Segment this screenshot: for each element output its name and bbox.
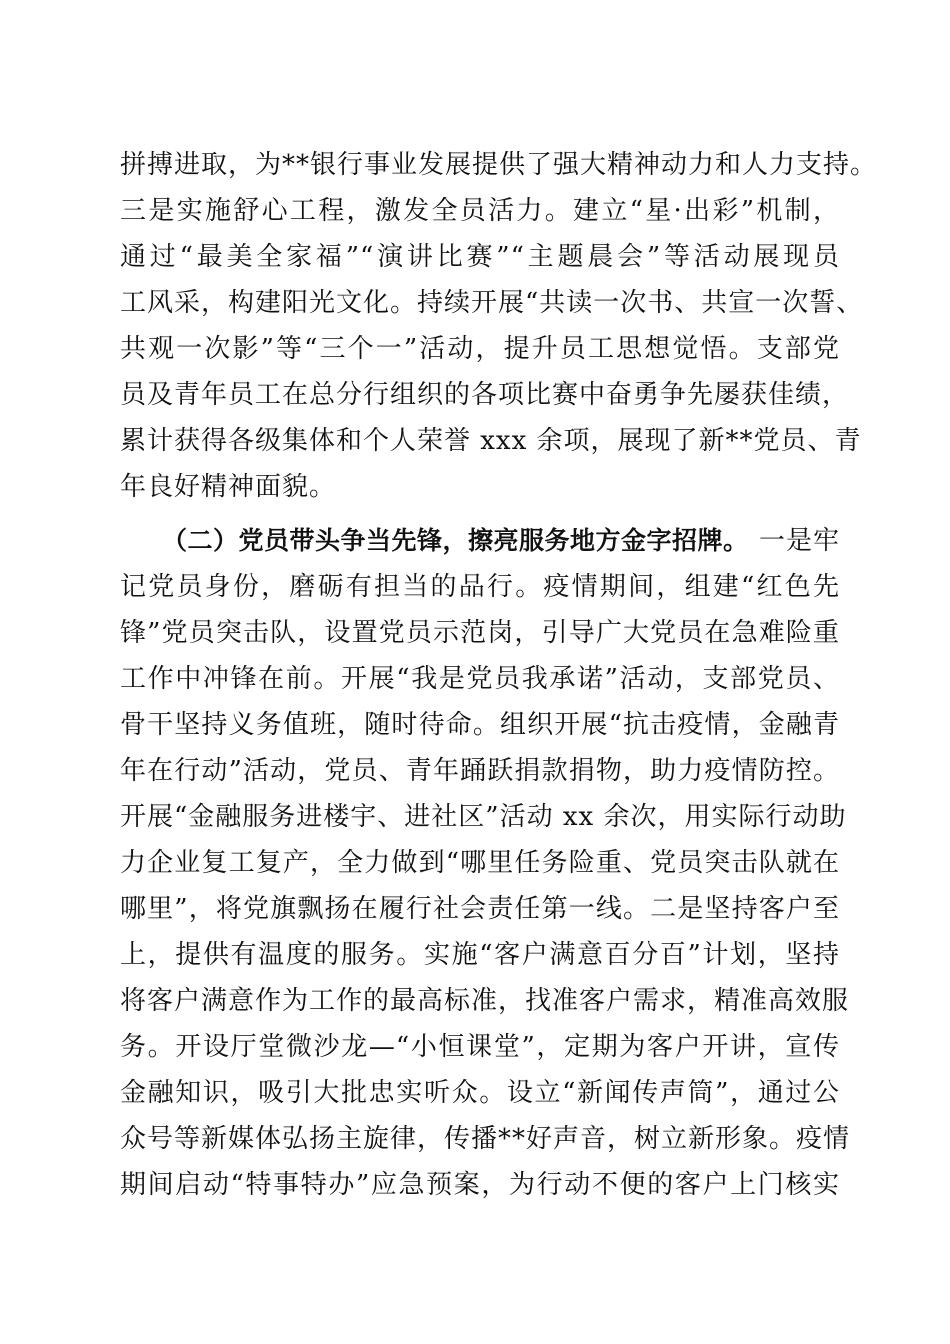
paragraph-line: 务。开设厅堂微沙龙—“小恒课堂”，定期为客户开讲，宣传 — [120, 1032, 840, 1062]
paragraph-line: 员及青年员工在总分行组织的各项比赛中奋勇争先屡获佳绩， — [120, 380, 850, 410]
paragraph-line: 工风采，构建阳光文化。持续开展“共读一次书、共宣一次誓、 — [120, 288, 864, 318]
section-heading: （二）党员带头争当先锋，擦亮服务地方金字招牌。 — [162, 526, 749, 555]
paragraph-line: 开展“金融服务进楼宇、进社区”活动 xx 余次，用实际行动助 — [120, 802, 847, 832]
paragraph-line: 记党员身份，磨砺有担当的品行。疫情期间，组建“红色先 — [120, 572, 840, 602]
paragraph-line: 将客户满意作为工作的最高标准，找准客户需求，精准高效服 — [120, 986, 850, 1016]
paragraph-line: 期间启动“特事特办”应急预案，为行动不便的客户上门核实 — [120, 1170, 840, 1200]
section-heading-line — [162, 518, 840, 564]
paragraph-line: 拼搏进取，为**银行事业发展提供了强大精神动力和人力支持。 — [120, 150, 878, 180]
paragraph-line: 通过“最美全家福”“演讲比赛”“主题晨会”等活动展现员 — [120, 242, 840, 272]
paragraph-line: 三是实施舒心工程，激发全员活力。建立“星·出彩”机制， — [120, 196, 840, 226]
paragraph-line: 力企业复工复产，全力做到“哪里任务险重、党员突击队就在 — [120, 848, 840, 878]
paragraph-line: 金融知识，吸引大批忠实听众。设立“新闻传声筒”，通过公 — [120, 1078, 840, 1108]
paragraph-line: 年在行动”活动，党员、青年踊跃捐款捐物，助力疫情防控。 — [120, 756, 840, 786]
paragraph-line: 众号等新媒体弘扬主旋律，传播**好声音，树立新形象。疫情 — [120, 1124, 851, 1154]
paragraph-line: 锋”党员突击队，设置党员示范岗，引导广大党员在急难险重 — [120, 618, 840, 648]
paragraph-line: 工作中冲锋在前。开展“我是党员我承诺”活动，支部党员、 — [120, 664, 840, 694]
paragraph-line: 共观一次影”等“三个一”活动，提升员工思想觉悟。支部党 — [120, 334, 840, 364]
paragraph-line: 上，提供有温度的服务。实施“客户满意百分百”计划，坚持 — [120, 940, 840, 970]
section-heading-tail: 一是牢 — [758, 526, 840, 556]
paragraph-line: 骨干坚持义务值班，随时待命。组织开展“抗击疫情，金融青 — [120, 710, 840, 740]
paragraph-line: 哪里”，将党旗飘扬在履行社会责任第一线。二是坚持客户至 — [120, 894, 840, 924]
paragraph-line-last: 年良好精神面貌。 — [120, 472, 337, 502]
paragraph-line: 累计获得各级集体和个人荣誉 xxx 余项，展现了新**党员、青 — [120, 426, 862, 456]
